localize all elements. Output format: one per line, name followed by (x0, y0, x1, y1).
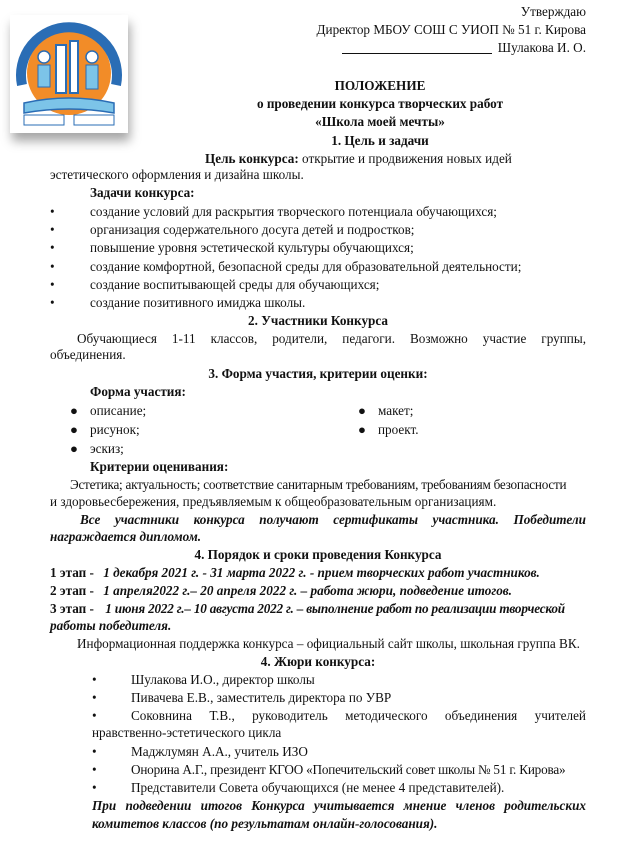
form-item: ● описание; (70, 403, 147, 418)
participants-text: Обучающиеся 1-11 классов, родители, педагоги. Возможно участие группы, (77, 331, 586, 346)
logo-boy (86, 51, 98, 63)
stage-item (50, 583, 512, 599)
stage-item (50, 565, 540, 581)
logo-girl-body (38, 65, 50, 87)
bullet-icon: • (50, 240, 55, 255)
task-item: • организация содержательного досуга детей и подростков; (50, 222, 415, 237)
jury-item: • Онорина А.Г., президент КГОО «Попечительский совет школы № 51 г. Кирова» (92, 762, 566, 777)
bullet-icon: ● (358, 403, 366, 418)
goal-line (205, 151, 512, 167)
goal-text-cont: эстетического оформления и дизайна школы. (50, 167, 304, 182)
awards-text: Все участники конкурса получают сертификаты участника. Победители (80, 512, 586, 527)
signature-name: Шулакова И. О. (497, 40, 586, 55)
stage-text: 1 июня 2022 г.– 10 августа 2022 г. – выполнение работ по реализации творческой (105, 601, 565, 616)
bullet-icon: • (92, 762, 97, 777)
task-item: • создание воспитывающей среды для обучающихся; (50, 277, 380, 292)
bullet-icon: • (92, 780, 97, 795)
document-title: ПОЛОЖЕНИЕ (334, 78, 426, 93)
stage3-text-cont: работы победителя. (50, 618, 172, 633)
logo-girl (38, 51, 50, 63)
criteria-label: Критерии оценивания: (90, 459, 229, 474)
document-subtitle: о проведении конкурса творческих работ (256, 96, 504, 111)
logo-banner-left (24, 115, 64, 125)
task-item: • повышение уровня эстетической культуры обучающихся; (50, 240, 414, 255)
section3-heading: 3. Форма участия, критерии оценки: (208, 366, 428, 381)
section4-heading: 4. Порядок и сроки проведения Конкурса (194, 547, 442, 562)
approve-label: Утверждаю (520, 4, 586, 19)
bullet-icon: • (92, 744, 97, 759)
awards-text-cont: награждается дипломом. (50, 529, 202, 544)
voting-note-cont: комитетов классов (по результатам онлайн-голосования). (92, 816, 438, 831)
task-item: • создание комфортной, безопасной среды для образовательной деятельности; (50, 259, 522, 274)
stage-label: 1 этап - (50, 565, 94, 580)
participants-text-cont: объединения. (50, 347, 126, 362)
contest-name: «Школа моей мечты» (315, 114, 445, 129)
jury-item: • Шулакова И.О., директор школы (92, 672, 315, 687)
bullet-icon: ● (358, 422, 366, 437)
school-logo (10, 15, 128, 133)
jury-item: • Маджлумян А.А., учитель ИЗО (92, 744, 308, 759)
bullet-icon: • (50, 295, 55, 310)
form-label: Форма участия: (90, 384, 186, 399)
bullet-icon: • (50, 222, 55, 237)
goal-text: открытие и продвижения новых идей (298, 151, 512, 166)
jury-item-cont: нравственно-эстетического цикла (92, 725, 282, 740)
bullet-icon: ● (70, 422, 78, 437)
jury-item: • Представители Совета обучающихся (не менее 4 представителей). (92, 780, 505, 795)
school-logo-image (10, 15, 128, 133)
form-item: ● эскиз; (70, 441, 124, 456)
stage-label: 3 этап - (50, 601, 94, 616)
section2-heading: 2. Участники Конкурса (248, 313, 388, 328)
stage-item (50, 601, 565, 617)
jury-item: • Соковнина Т.В., руководитель методического объединения учителей (92, 708, 586, 723)
jury-item: • Пивачева Е.В., заместитель директора по УВР (92, 690, 392, 705)
jury-heading: 4. Жюри конкурса: (260, 654, 376, 669)
bullet-icon: • (92, 672, 97, 687)
goal-label: Цель конкурса: (205, 151, 299, 166)
bullet-icon: • (50, 259, 55, 274)
bullet-icon: • (92, 708, 97, 723)
task-item: • создание позитивного имиджа школы. (50, 295, 306, 310)
bullet-icon: • (50, 204, 55, 219)
info-support: Информационная поддержка конкурса – официальный сайт школы, школьная группа ВК. (77, 636, 580, 651)
criteria-text-cont: и здоровьесбережения, предъявляемым к общеобразовательным организациям. (50, 494, 497, 509)
bullet-icon: ● (70, 403, 78, 418)
stage-text: 1 апреля2022 г.– 20 апреля 2022 г. – работа жюри, подведение итогов. (103, 583, 512, 598)
stage-label: 2 этап - (50, 583, 94, 598)
stage-text: 1 декабря 2021 г. - 31 марта 2022 г. - прием творческих работ участников. (103, 565, 540, 580)
signature-line (342, 53, 492, 54)
criteria-text: Эстетика; актуальность; соответствие санитарным требованиям, требованиям безопасности (70, 477, 567, 492)
section1-heading: 1. Цель и задачи (331, 133, 429, 148)
voting-note: При подведении итогов Конкурса учитывается мнение членов родительских (92, 798, 586, 813)
task-item: • создание условий для раскрытия творческого потенциала обучающихся; (50, 204, 497, 219)
bullet-icon: ● (70, 441, 78, 456)
bullet-icon: • (92, 690, 97, 705)
logo-digit-5 (56, 45, 66, 93)
logo-boy-body (86, 65, 98, 89)
tasks-label: Задачи конкурса: (90, 185, 195, 200)
logo-digit-1 (70, 41, 78, 93)
form-item: ● проект. (358, 422, 419, 437)
bullet-icon: • (50, 277, 55, 292)
director-line: Директор МБОУ СОШ С УИОП № 51 г. Кирова (316, 22, 586, 37)
form-item: ● рисунок; (70, 422, 140, 437)
logo-banner-right (74, 115, 114, 125)
form-item: ● макет; (358, 403, 414, 418)
